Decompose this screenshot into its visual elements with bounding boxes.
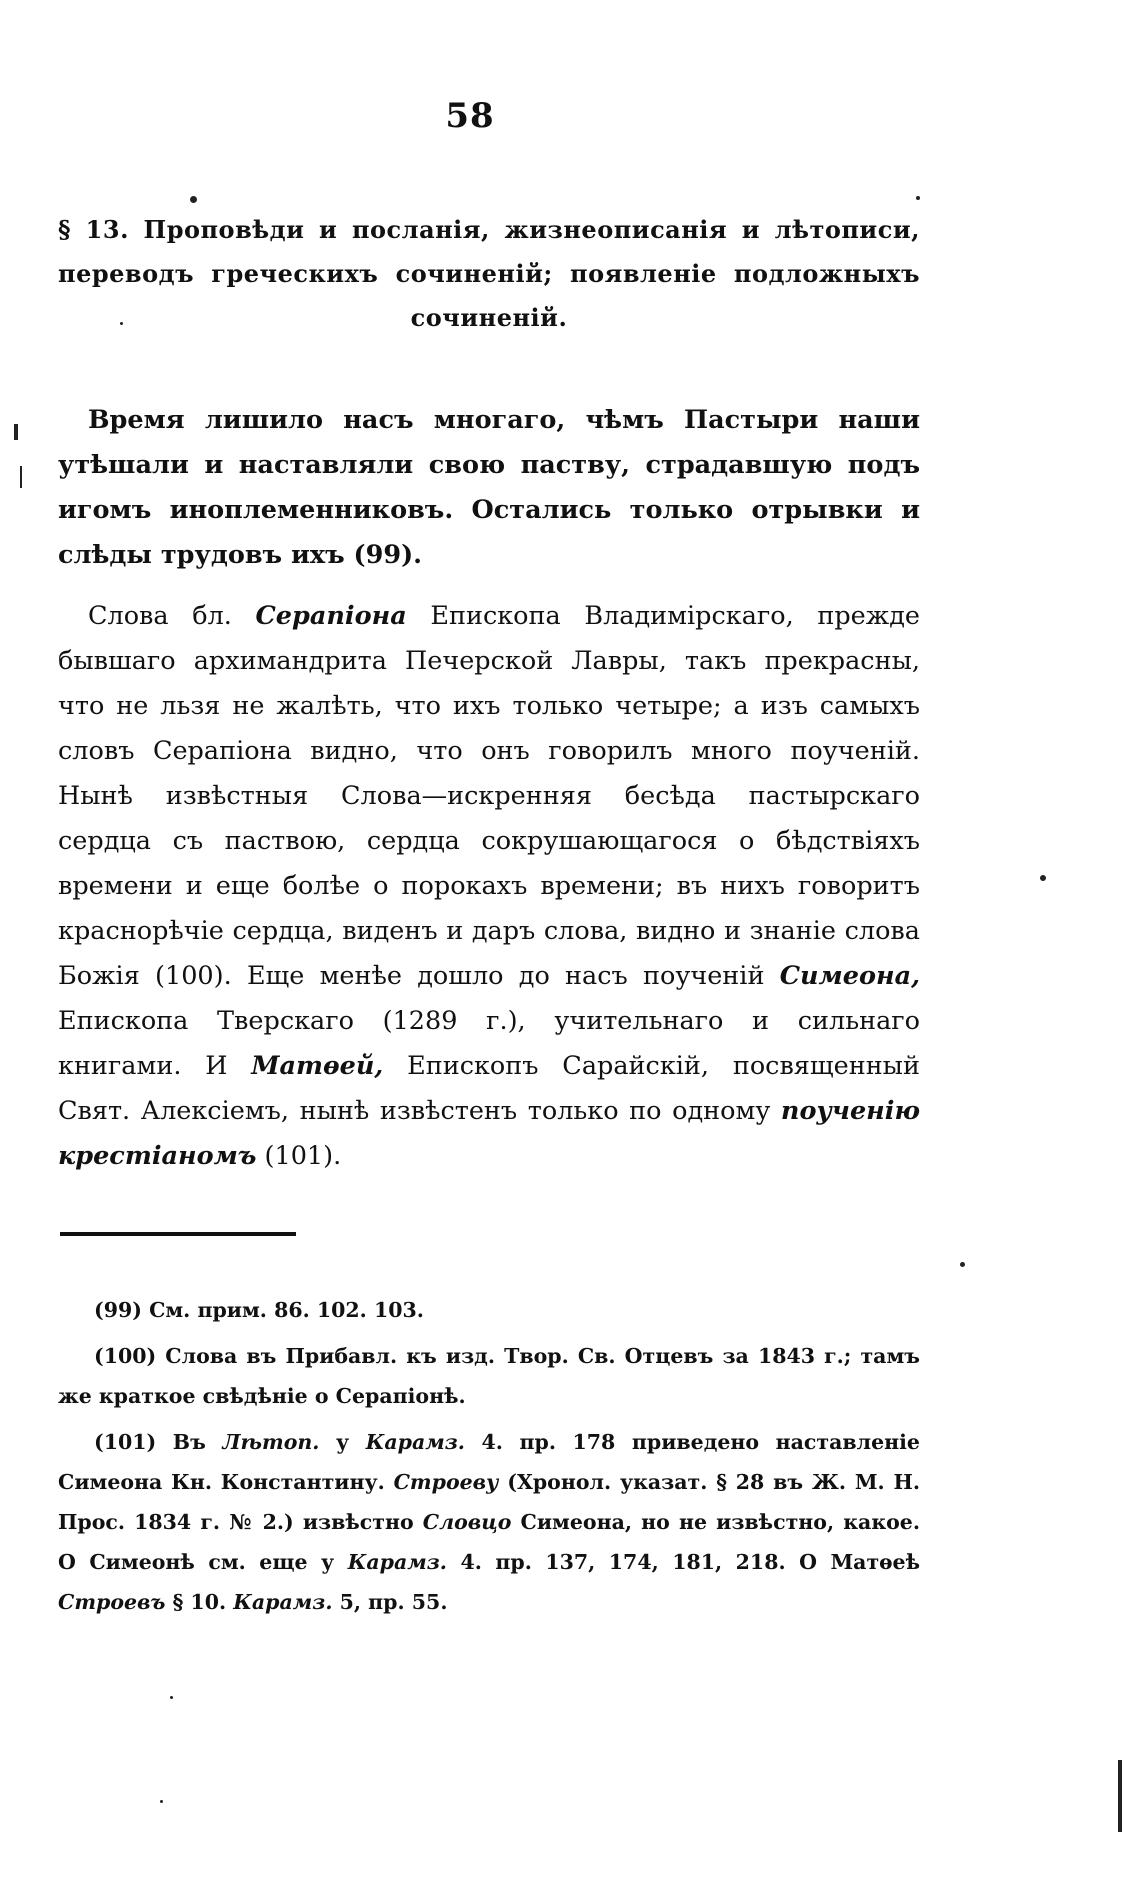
footnote-101: [58, 1422, 920, 1622]
footnote-99: (99) См. прим. 86. 102. 103.: [94, 1298, 424, 1322]
paragraph-2-text: (101).: [256, 1141, 342, 1171]
scan-speck: [170, 1696, 173, 1699]
scan-speck: [160, 1800, 163, 1803]
paragraph-1: Время лишило насъ многаго, чѣмъ Пастыри наши утѣшали и наставляли свою паству, страдавшую подъ игомъ иноплеменниковъ. Остались только отрывки и слѣды трудовъ ихъ (99).: [58, 405, 920, 570]
footnote-text: Симеона, но не извѣстно, какое. О Симеонѣ см. еще у: [58, 1510, 920, 1574]
footnote-divider: [60, 1232, 296, 1236]
footnote-text: (101) Въ: [94, 1430, 223, 1454]
footnote-text: у: [319, 1430, 366, 1454]
paragraph-2-text: Епископа Владимірскаго, прежде бывшаго архимандрита Печерской Лавры, такъ прекрасны, что не льзя не жалѣть, что ихъ только четыре; а изъ самыхъ словъ Серапіона видно, что онъ говорилъ много поученій. Нынѣ извѣстныя Слова—искренняя бесѣда пастырскаго сердца съ паствою, сердца сокрушающагося о бѣдствіяхъ времени и еще болѣе о порокахъ времени; въ нихъ говоритъ краснорѣчіе сердца, виденъ и даръ слова, видно и знаніе слова Божія (100). Еще менѣе дошло до насъ поученій: [58, 601, 920, 991]
footnote-text: 5, пр. 55.: [332, 1590, 448, 1614]
footnotes: [58, 1290, 920, 1628]
footnote-text: (Хронол. указат. § 28 въ Ж. М. Н. Прос. 1834 г. № 2.) извѣстно: [58, 1470, 920, 1534]
scan-speck: [190, 196, 197, 203]
section-heading: § 13. Проповѣди и посланія, жизнеописанія и лѣтописи, переводъ греческихъ сочиненій; появленіе подложныхъ сочиненій.: [58, 215, 920, 332]
scan-speck: [916, 196, 920, 200]
footnote-text: 4. пр. 137, 174, 181, 218. О Матѳеѣ: [446, 1550, 920, 1574]
scan-edge-mark: [1118, 1760, 1122, 1832]
body-text: [58, 398, 920, 1179]
footnote-italic: Карамз.: [233, 1590, 333, 1614]
paragraph-2-text: Слова бл.: [88, 601, 256, 631]
footnote-italic: Лѣтоп.: [222, 1430, 320, 1454]
footnote-italic: Строевъ: [58, 1590, 166, 1614]
scan-speck: [1040, 875, 1046, 881]
scan-speck: [960, 1262, 965, 1267]
footnote-italic: Словцо: [422, 1510, 512, 1534]
page-number: 58: [445, 96, 495, 136]
footnote-text: § 10.: [165, 1590, 234, 1614]
footnote-italic: Карамз.: [347, 1550, 447, 1574]
name-serapion: Серапіона: [255, 601, 407, 631]
paragraph-2-text: Епископъ Сарайскій, посвященный Свят. Алексіемъ, нынѣ извѣстенъ только по одному: [58, 1051, 920, 1126]
footnote-italic: Строеву: [393, 1470, 499, 1494]
footnote-100: (100) Слова въ Прибавл. къ изд. Твор. Св. Отцевъ за 1843 г.; тамъ же краткое свѣдѣніе о Серапіонѣ.: [58, 1344, 920, 1408]
sermon-title: поученію крестіаномъ: [58, 1096, 920, 1171]
scan-speck: [120, 322, 123, 325]
footnote-text: 4. пр. 178 приведено наставленіе Симеона Кн. Константину.: [58, 1430, 920, 1494]
paragraph-2: [58, 594, 920, 1179]
scan-edge-mark: [20, 466, 22, 488]
footnote-italic: Карамз.: [365, 1430, 465, 1454]
name-matthew: Матѳей,: [251, 1051, 384, 1081]
scan-edge-mark: [14, 424, 18, 440]
paragraph-2-text: Епископа Тверскаго (1289 г.), учительнаго и сильнаго книгами. И: [58, 1006, 920, 1081]
name-simeon: Симеона,: [779, 961, 920, 991]
